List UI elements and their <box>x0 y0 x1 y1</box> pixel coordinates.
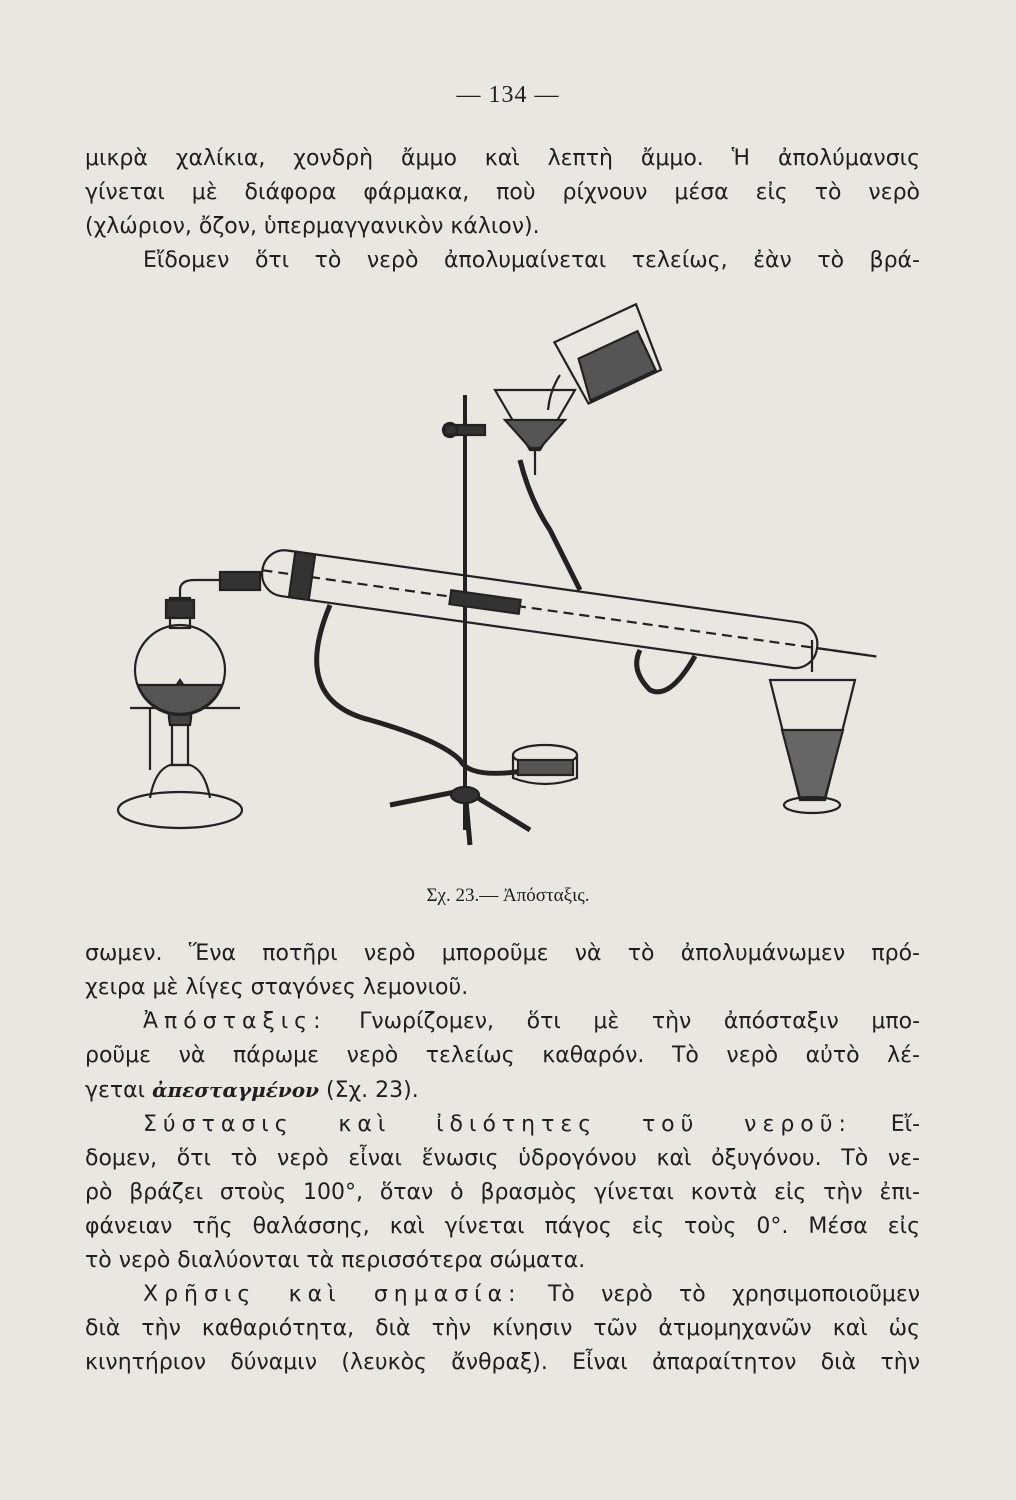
text-line <box>85 1005 920 1039</box>
text-span: Γνωρίζομεν, ὅτι μὲ τὴν ἀπόσταξιν μπο- <box>359 1009 921 1034</box>
text-line: σωμεν. Ἕνα ποτῆρι νερὸ μποροῦμε νὰ τὸ ἀπολυμάνωμεν πρό- <box>85 941 920 966</box>
distillation-apparatus-figure <box>110 300 910 860</box>
text-line: φάνειαν τῆς θαλάσσης, καὶ γίνεται πάγος εἰς τοὺς 0°. Μέσα εἰς <box>85 1214 920 1239</box>
text-span: Τὸ νερὸ τὸ χρησιμοποιοῦμεν <box>547 1282 921 1307</box>
text-line <box>85 1073 920 1108</box>
emphasized-term: ἀπεσταγμένον <box>152 1078 319 1102</box>
text-line: κινητήριον δύναμιν (λευκὸς ἄνθραξ). Εἶναι ἀπαραίτητον διὰ τὴν <box>85 1350 920 1375</box>
section-heading: Ἀπόσταξις: <box>143 1009 327 1034</box>
text-span: γεται <box>85 1078 146 1103</box>
figure-caption: Σχ. 23.— Ἀπόσταξις. <box>426 885 590 906</box>
text-line: διὰ τὴν καθαριότητα, διὰ τὴν κίνησιν τῶν ἀτμομηχανῶν καὶ ὡς <box>85 1316 920 1341</box>
section-heading: Χρῆσις καὶ σημασία: <box>143 1282 522 1307</box>
page-number: — 134 — <box>456 82 560 108</box>
body-text <box>85 937 920 1380</box>
text-line: ροῦμε νὰ πάρωμε νερὸ τελείως καθαρόν. Τὸ νερὸ αὐτὸ λέ- <box>85 1043 920 1068</box>
text-span: (Σχ. 23). <box>325 1078 419 1103</box>
water-hose <box>317 605 530 773</box>
text-line: μικρὰ χαλίκια, χονδρὴ ἄμμο καὶ λεπτὴ ἄμμο. Ἡ ἀπολύμανσις <box>85 146 920 171</box>
text-line: Εἴδομεν ὅτι τὸ νερὸ ἀπολυμαίνεται τελείως, ἐὰν τὸ βρά- <box>143 248 920 273</box>
text-line: ρὸ βράζει στοὺς 100°, ὅταν ὁ βρασμὸς γίνεται κοντὰ εἰς τὴν ἐπι- <box>85 1180 920 1205</box>
text-line <box>85 1278 920 1312</box>
burner-base <box>118 792 242 828</box>
text-span: Εἴ- <box>890 1112 921 1137</box>
top-paragraph <box>85 142 920 278</box>
text-line: γίνεται μὲ διάφορα φάρμακα, ποὺ ρίχνουν μέσα εἰς τὸ νερὸ <box>85 180 920 205</box>
text-line: δομεν, ὅτι τὸ νερὸ εἶναι ἕνωσις ὑδρογόνου καὶ ὀξυγόνου. Τὸ νε- <box>85 1146 920 1171</box>
text-line: τὸ νερὸ διαλύονται τὰ περισσότερα σώματα. <box>85 1248 586 1273</box>
text-line: (χλώριον, ὄζον, ὑπερμαγγανικὸν κάλιον). <box>85 214 540 239</box>
text-line: χειρα μὲ λίγες σταγόνες λεμονιοῦ. <box>85 975 469 1000</box>
section-heading: Σύστασις καὶ ἰδιότητες τοῦ νεροῦ: <box>143 1112 852 1137</box>
text-line <box>85 1108 920 1142</box>
